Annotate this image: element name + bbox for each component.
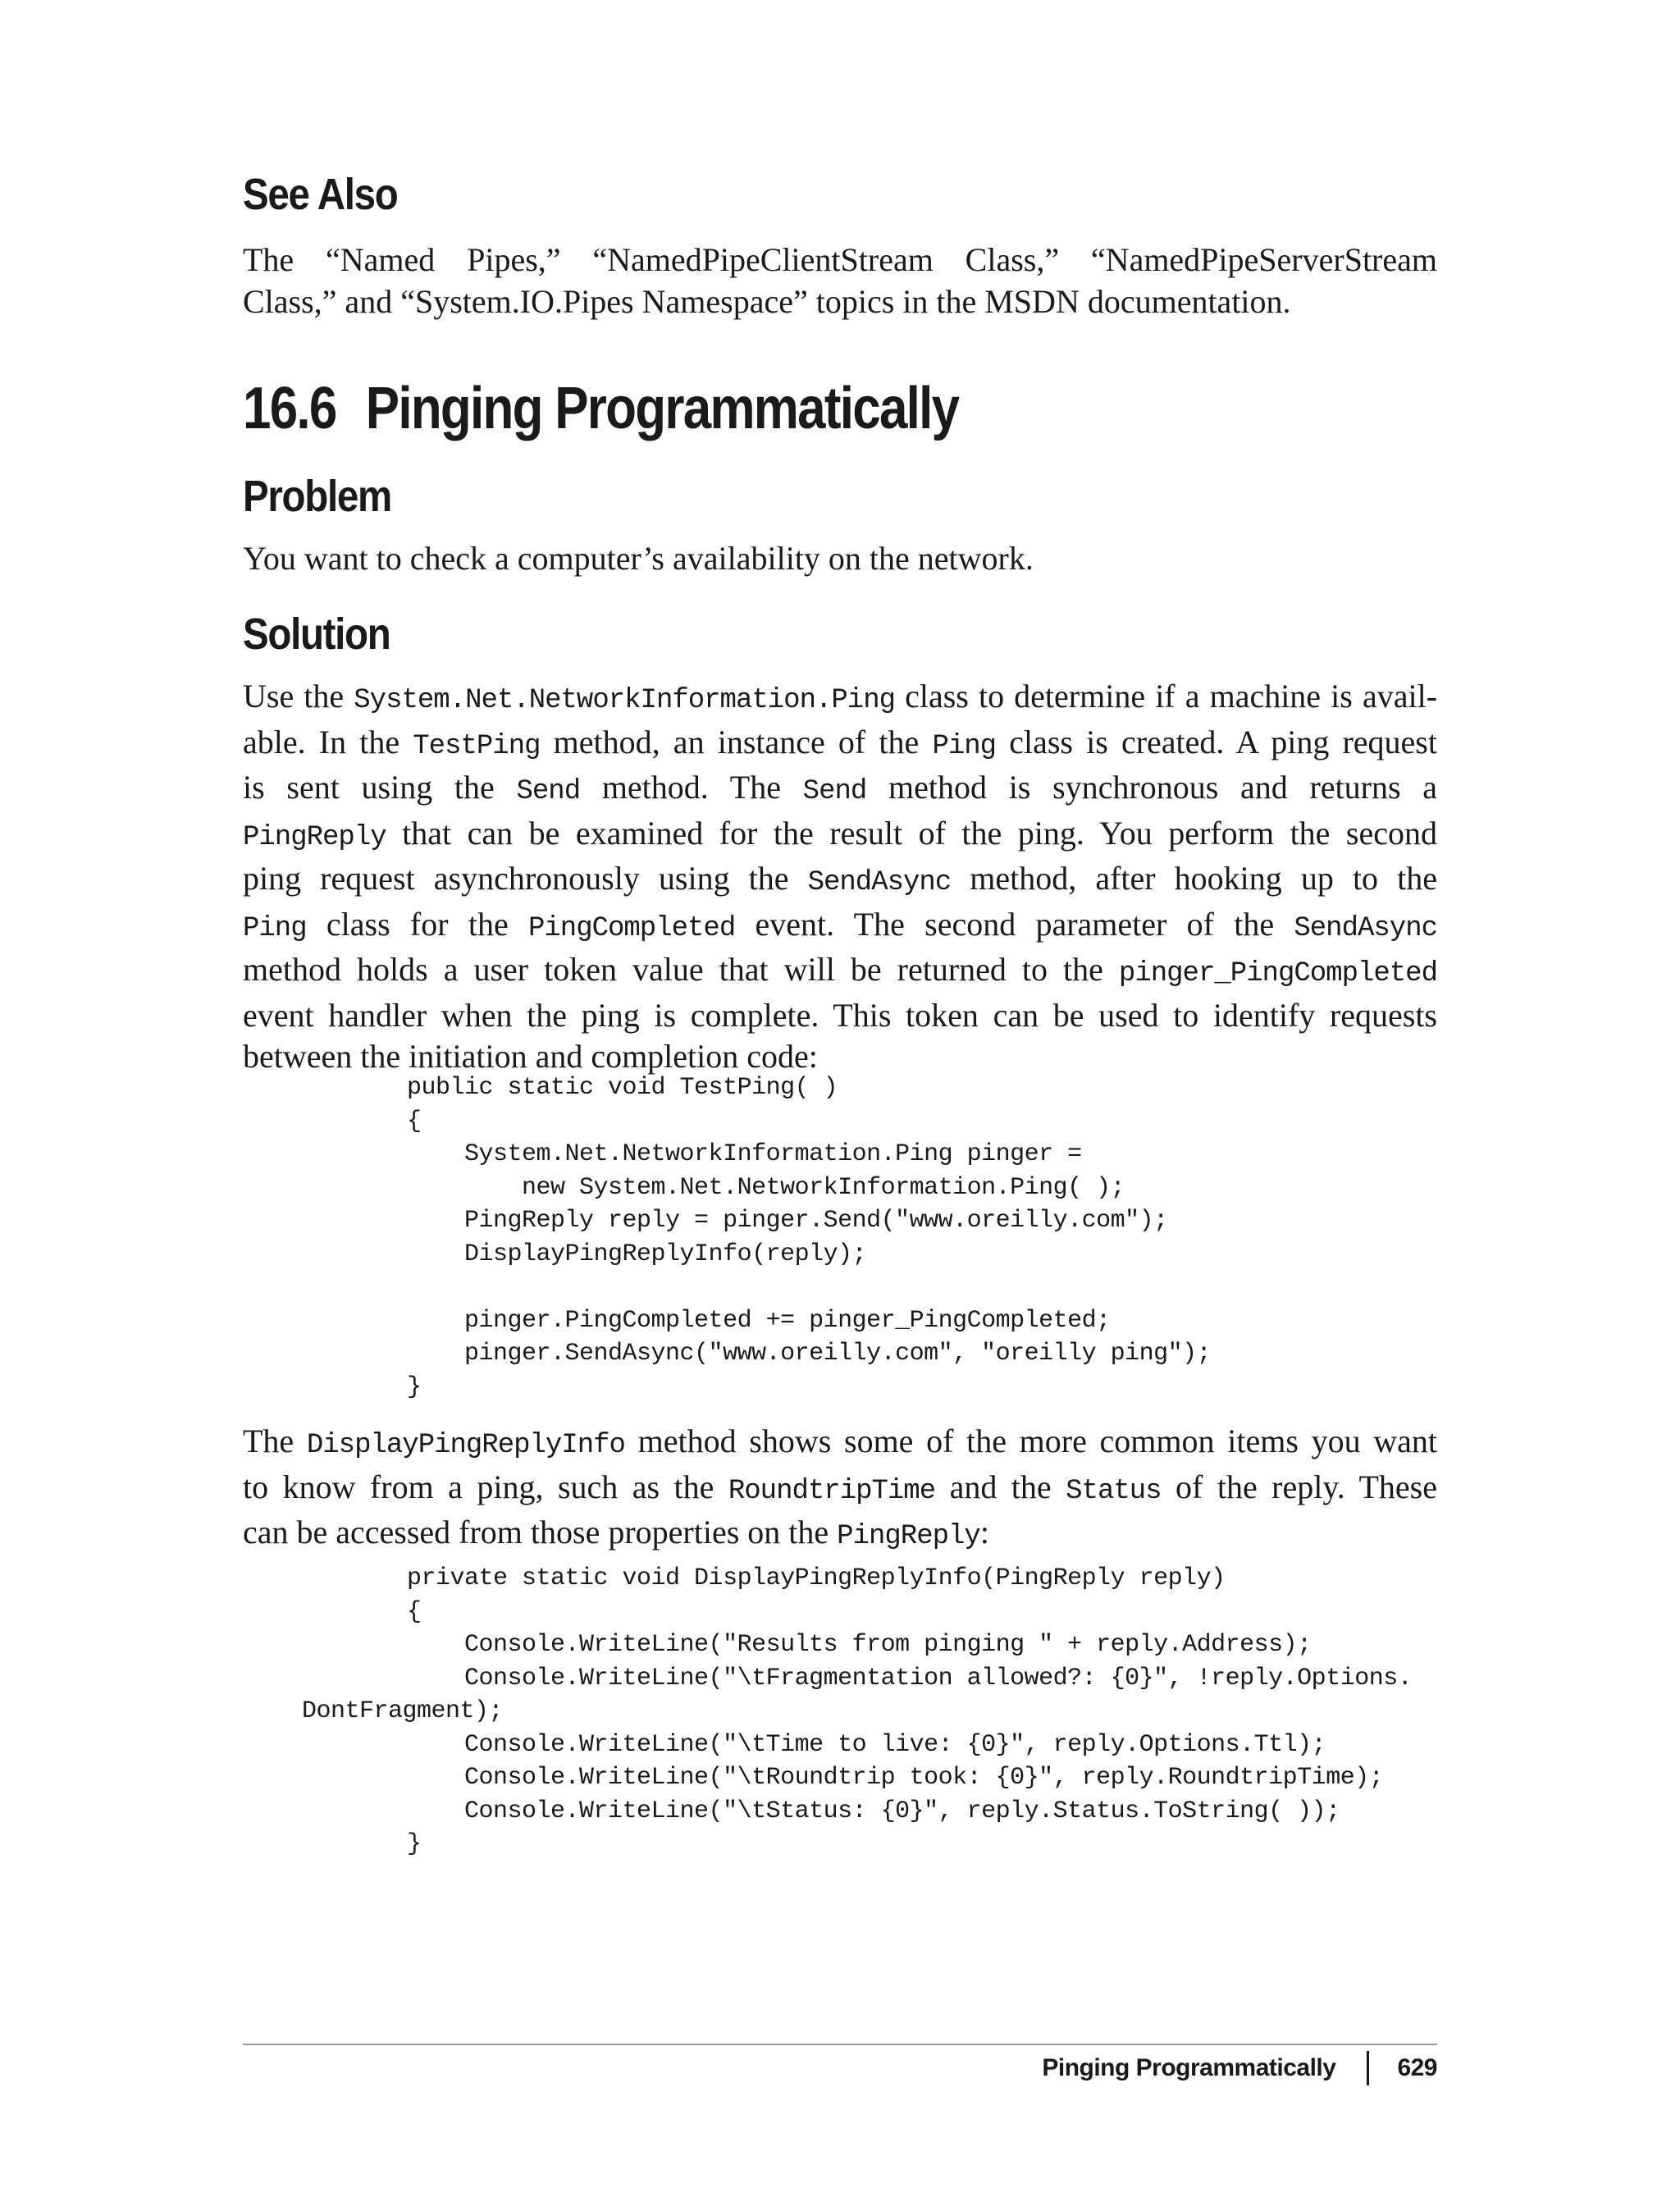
code-block-displaypingreplyinfo xyxy=(302,1562,1413,1861)
inline-code: PingCompleted xyxy=(527,912,736,944)
code-line: pinger.PingCompleted += pinger_PingCompleted; xyxy=(407,1306,1111,1335)
text-run: Use the xyxy=(243,678,354,715)
inline-code: Send xyxy=(516,776,581,807)
text-run: event. The second parameter of the xyxy=(735,905,1294,943)
code-line: { xyxy=(407,1597,422,1626)
inline-code: Send xyxy=(802,776,867,807)
problem-heading: Problem xyxy=(243,472,391,521)
section-title xyxy=(243,376,959,441)
text-run: method holds a user token value that will be returned to the xyxy=(243,951,1119,988)
code-line: DisplayPingReplyInfo(reply); xyxy=(407,1240,867,1268)
paragraph-line xyxy=(243,1421,1437,1467)
inline-code: TestPing xyxy=(413,730,541,762)
see-also-line: Class,” and “System.IO.Pipes Namespace” topics in the MSDN documentation. xyxy=(243,282,1291,320)
see-also-heading: See Also xyxy=(243,170,398,219)
text-run: class is created. A ping request xyxy=(996,723,1437,760)
see-also-text xyxy=(243,240,1437,322)
code-line: PingReply reply = pinger.Send("www.oreilly.com"); xyxy=(407,1207,1168,1235)
code-line xyxy=(407,1271,1211,1304)
inline-code: Ping xyxy=(243,912,307,944)
text-run: method, after hooking up to the xyxy=(951,860,1437,897)
text-run: class for the xyxy=(306,905,528,943)
inline-code: Ping xyxy=(932,730,997,762)
text-run: to know from a ping, such as the xyxy=(243,1468,728,1505)
solution-paragraph-1 xyxy=(243,676,1437,1078)
solution-paragraph-2 xyxy=(243,1421,1437,1558)
code-line: new System.Net.NetworkInformation.Ping( ); xyxy=(407,1173,1125,1202)
text-run: between the initiation and completion code: xyxy=(243,1038,818,1075)
code-line: Console.WriteLine("\tRoundtrip took: {0}", reply.RoundtripTime); xyxy=(407,1764,1384,1792)
inline-code: pinger_PingCompleted xyxy=(1118,958,1437,989)
footer-section-title: Pinging Programmatically xyxy=(1042,2054,1336,2081)
inline-code: SendAsync xyxy=(1294,912,1438,944)
inline-code: DisplayPingReplyInfo xyxy=(306,1430,625,1461)
section-number: 16.6 xyxy=(243,376,336,441)
inline-code: PingReply xyxy=(837,1521,980,1552)
problem-line: You want to check a computer’s availability on the network. xyxy=(243,540,1034,577)
code-line: } xyxy=(407,1830,422,1858)
see-also-line: The “Named Pipes,” “NamedPipeClientStream Class,” “NamedPipeServerStream xyxy=(243,241,1437,278)
paragraph-line xyxy=(243,858,1437,904)
text-run: method, an instance of the xyxy=(540,723,933,760)
paragraph-line xyxy=(243,676,1437,722)
paragraph-line xyxy=(243,904,1437,950)
paragraph-line xyxy=(243,722,1437,768)
problem-text xyxy=(243,538,1437,580)
section-title-text: Pinging Programmatically xyxy=(365,376,959,441)
paragraph-line xyxy=(243,949,1437,995)
text-run: method. The xyxy=(580,769,803,806)
inline-code: System.Net.NetworkInformation.Ping xyxy=(354,685,895,716)
text-run: ping request asynchronously using the xyxy=(243,860,808,897)
paragraph-line xyxy=(243,1467,1437,1513)
code-line: Console.WriteLine("\tTime to live: {0}", reply.Options.Ttl); xyxy=(407,1730,1326,1759)
code-line: { xyxy=(407,1107,422,1135)
text-run: : xyxy=(979,1514,989,1551)
text-run: can be accessed from those properties on the xyxy=(243,1514,838,1551)
text-run: event handler when the ping is complete. This token can be used to identify requests xyxy=(243,996,1437,1034)
text-run: and the xyxy=(935,1468,1066,1505)
page-footer xyxy=(1042,2051,1437,2085)
page-number: 629 xyxy=(1397,2054,1437,2081)
code-line: System.Net.NetworkInformation.Ping pinger = xyxy=(407,1140,1082,1168)
paragraph-line xyxy=(243,767,1437,813)
paragraph-line xyxy=(243,813,1437,859)
paragraph-line xyxy=(243,1512,1437,1558)
code-line: Console.WriteLine("Results from pinging " + reply.Address); xyxy=(407,1631,1312,1659)
text-run: is sent using the xyxy=(243,769,517,806)
text-run: that can be examined for the result of the ping. You perform the second xyxy=(386,814,1437,852)
inline-code: SendAsync xyxy=(807,867,952,898)
code-line: public static void TestPing( ) xyxy=(407,1074,838,1102)
text-run: method shows some of the more common items you want xyxy=(624,1423,1438,1459)
code-line: } xyxy=(407,1372,422,1401)
code-line: pinger.SendAsync("www.oreilly.com", "oreilly ping"); xyxy=(407,1340,1212,1368)
inline-code: Status xyxy=(1066,1475,1162,1507)
text-run: of the reply. These xyxy=(1161,1468,1438,1505)
text-run: able. In the xyxy=(243,723,413,760)
text-run: method is synchronous and returns a xyxy=(866,769,1437,806)
code-line: Console.WriteLine("\tFragmentation allowed?: {0}", !reply.Options. xyxy=(407,1664,1413,1692)
footer-rule xyxy=(243,2044,1437,2045)
text-run: The xyxy=(243,1423,307,1459)
code-block-testping xyxy=(407,1071,1211,1404)
code-line: private static void DisplayPingReplyInfo(PingReply reply) xyxy=(407,1564,1226,1592)
solution-heading: Solution xyxy=(243,610,390,659)
code-line: DontFragment); xyxy=(302,1697,504,1725)
paragraph-line xyxy=(243,995,1437,1037)
inline-code: PingReply xyxy=(243,821,386,853)
footer-separator xyxy=(1367,2051,1369,2085)
inline-code: RoundtripTime xyxy=(728,1475,936,1507)
text-run: class to determine if a machine is avail- xyxy=(895,678,1437,715)
code-line: Console.WriteLine("\tStatus: {0}", reply.Status.ToString( )); xyxy=(407,1797,1340,1825)
